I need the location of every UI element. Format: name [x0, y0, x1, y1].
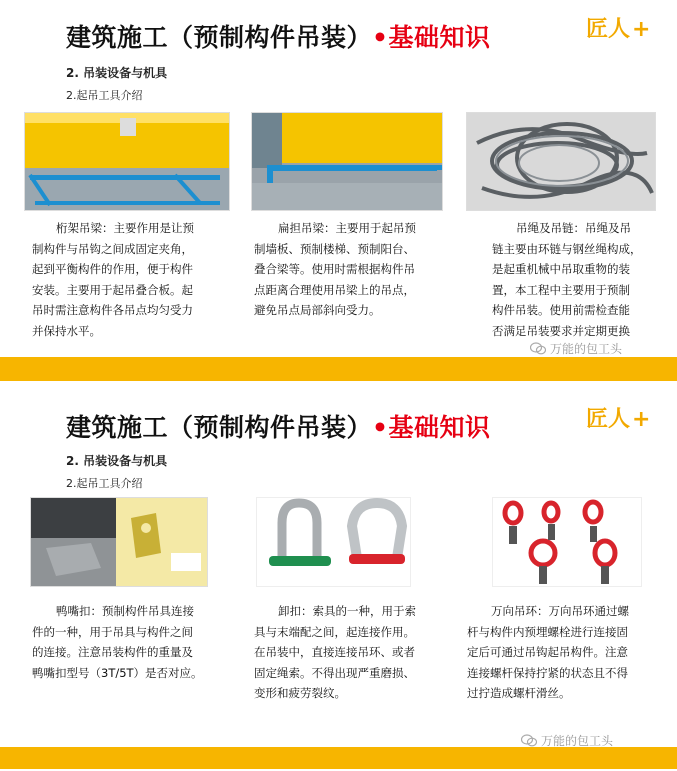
watermark: 万能的包工头 — [530, 340, 622, 357]
slide-separator — [0, 381, 677, 388]
slide-title: 建筑施工（预制构件吊装）•基础知识 — [66, 413, 491, 442]
shackle-photo — [256, 497, 411, 587]
footer-band — [0, 747, 677, 769]
watermark: 万能的包工头 — [521, 732, 613, 749]
slide-2 — [0, 388, 677, 769]
wechat-icon — [521, 734, 537, 747]
shackle-description: 卸扣：索具的一种，用于索 具与末端配之间，起连接作用。 在吊装中，直接连接吊环、或者 固定绳索。不得出现严重磨损、 变形和疲劳裂纹。 — [254, 604, 416, 700]
duckbill-lifting-clutch-photo — [30, 497, 208, 587]
section-subheading: 2.起吊工具介绍 — [66, 89, 143, 102]
wire-rope-sling-description: 吊绳及吊链：吊绳及吊 链主要由环链与钢丝绳构成， 是起重机械中吊取重物的装 置，本工程中主要用于预制 构件吊装。使用前需检查能 否满足吊装要求并定期更换 — [492, 221, 642, 338]
truss-spreader-beam-photo — [24, 112, 230, 211]
slide-title: 建筑施工（预制构件吊装）•基础知识 — [66, 23, 491, 52]
footer-band — [0, 357, 677, 381]
flat-spreader-beam-photo — [251, 112, 443, 211]
slide-1 — [0, 0, 677, 381]
wechat-icon — [530, 342, 546, 355]
section-subtitle: 2. 吊装设备与机具 — [66, 454, 168, 468]
section-subtitle: 2. 吊装设备与机具 — [66, 66, 168, 80]
flat-spreader-beam-description: 扁担吊梁：主要用于起吊预 制墙板、预制楼梯、预制阳台、 叠合梁等。使用时需根据构件吊 点距离合理使用吊梁上的吊点， 避免吊点局部斜向受力。 — [254, 221, 416, 317]
section-subheading: 2.起吊工具介绍 — [66, 477, 143, 490]
brand-logo: 匠人+ — [586, 406, 651, 432]
brand-logo: 匠人+ — [586, 16, 651, 42]
truss-spreader-beam-description: 桁架吊梁：主要作用是让预 制构件与吊钩之间成固定夹角， 起到平衡构件的作用，便于构件 安装。主要用于起吊叠合板。起 吊时需注意构件各吊点均匀受力 并保持水平。 — [32, 221, 194, 338]
duckbill-clutch-description: 鸭嘴扣：预制构件吊具连接 件的一种，用于吊具与构件之间 的连接。注意吊装构件的重量及 鸭嘴扣型号（3T/5T）是否对应。 — [32, 604, 203, 680]
wire-rope-sling-photo — [466, 112, 656, 211]
swivel-lifting-ring-description: 万向吊环：万向吊环通过螺 杆与构件内预埋螺栓进行连接固 定后可通过吊钩起吊构件。注意 连接螺杆保持拧紧的状态且不得 过拧造成螺杆滑丝。 — [467, 604, 629, 700]
swivel-lifting-ring-photo — [492, 497, 642, 587]
